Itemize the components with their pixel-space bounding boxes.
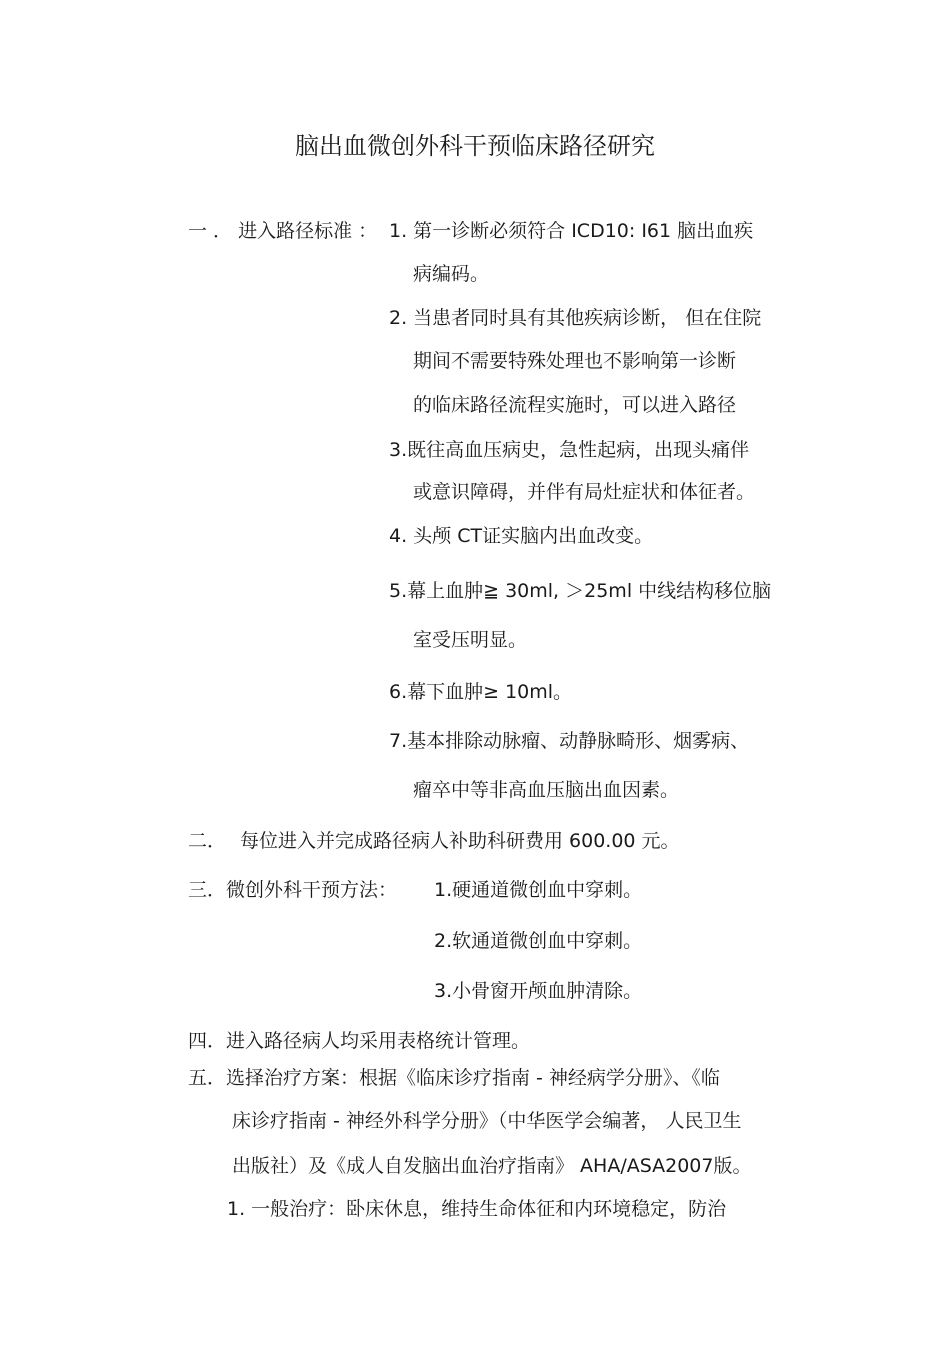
section-3-item-1: 1.硬通道微创血中穿刺。 <box>434 879 643 901</box>
section-5-line-2: 床诊疗指南 - 神经外科学分册》（中华医学会编著， 人民卫生 <box>232 1110 742 1132</box>
document-title: 脑出血微创外科干预临床路径研究 <box>295 132 655 160</box>
section-1-item-2-line-1: 2. 当患者同时具有其他疾病诊断， 但在住院 <box>389 307 762 329</box>
section-1-item-7-line-2: 瘤卒中等非高血压脑出血因素。 <box>413 779 680 801</box>
section-1-item-3-line-1: 3.既往高血压病史，急性起病，出现头痛伴 <box>389 439 750 461</box>
section-3-item-3: 3.小骨窗开颅血肿清除。 <box>434 980 643 1002</box>
section-3-item-2: 2.软通道微创血中穿刺。 <box>434 930 643 952</box>
section-1-item-2-line-2: 期间不需要特殊处理也不影响第一诊断 <box>413 350 737 372</box>
section-2-label: 二． <box>188 830 227 852</box>
section-1-item-5-line-2: 室受压明显。 <box>413 629 528 651</box>
section-1-item-1-line-1: 1. 第一诊断必须符合 ICD10: I61 脑出血疾 <box>389 220 754 242</box>
section-1-item-6: 6.幕下血肿≥ 10ml。 <box>389 681 573 703</box>
section-1-item-5-line-1: 5.幕上血肿≧ 30ml, ＞25ml 中线结构移位脑 <box>389 580 772 602</box>
section-3-label: 三．微创外科干预方法： <box>188 879 398 901</box>
section-5-subitem-1: 1. 一般治疗：卧床休息，维持生命体征和内环境稳定，防治 <box>227 1198 727 1220</box>
section-4-text: 四．进入路径病人均采用表格统计管理。 <box>188 1030 531 1052</box>
section-5-line-1: 五．选择治疗方案：根据《临床诊疗指南 - 神经病学分册》、《临 <box>188 1067 720 1089</box>
section-2-text: 每位进入并完成路径病人补助科研费用 600.00 元。 <box>240 830 680 852</box>
section-5-line-3: 出版社）及《成人自发脑出血治疗指南》 AHA/ASA2007版。 <box>232 1155 752 1177</box>
section-1-item-4: 4. 头颅 CT证实脑内出血改变。 <box>389 525 654 547</box>
section-1-item-1-line-2: 病编码。 <box>413 263 490 285</box>
section-1-label: 一 ． 进入路径标准 ： <box>188 220 378 242</box>
section-1-item-3-line-2: 或意识障碍，并伴有局灶症状和体征者。 <box>413 481 756 503</box>
section-1-item-2-line-3: 的临床路径流程实施时，可以进入路径 <box>413 394 737 416</box>
section-1-item-7-line-1: 7.基本排除动脉瘤、动静脉畸形、烟雾病、 <box>389 730 750 752</box>
